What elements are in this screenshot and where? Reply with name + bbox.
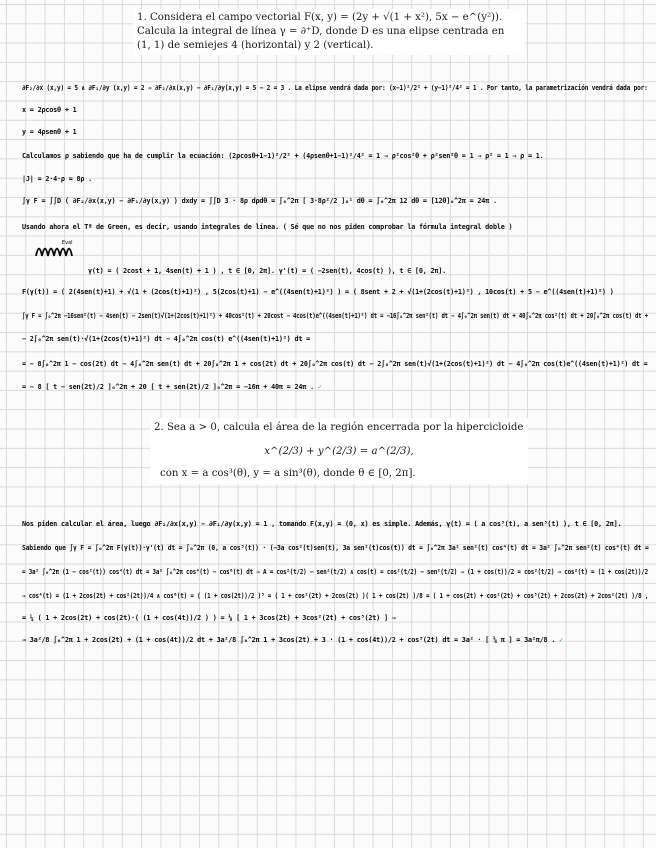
notes1-line-2: y = 4ρsenθ + 1 bbox=[22, 128, 77, 136]
notes1-line-9: ∫γ F = ∫₀^2π −16sen²(t) − 4sen(t) − 2sen(t)√(1+(2cos(t)+1)²) + 40cos²(t) + 20cost − 4cos(t)e^((4sen(t)+1)²) dt = −16∫₀^2π sen²(t) dt − 4∫₀^2π sen(t) dt + 40∫₀^2π cos²(t) dt + 20∫₀^2π cos(t) dt + bbox=[22, 312, 648, 320]
notes1-line-0: ∂F₂/∂x (x,y) = 5 ∧ ∂F₁/∂y (x,y) = 2 ⇒ ∂F₂/∂x(x,y) − ∂F₁/∂y(x,y) = 5 − 2 = 3 . La elipse vendrá dada por: (x−1)²/2² + (y−1)²/4² = 1 . Por tanto, la parametrización vendrá dada por: bbox=[22, 84, 648, 92]
problem-2-equation: x^(2/3) + y^(2/3) = a^(2/3), bbox=[264, 446, 414, 457]
notes1-line-5: ∫γ F = ∫∫D ( ∂F₂/∂x(x,y) − ∂F₁/∂y(x,y) ) dxdy = ∫∫D 3 · 8ρ dρdθ = ∫₀^2π [ 3·8ρ²/2 ]₀¹ dθ = ∫₀^2π 12 dθ = [12θ]₀^2π = 24π . bbox=[22, 197, 497, 205]
notes2-line-1: Sabiendo que ∫γ F = ∫₀^2π F(γ(t))·γ'(t) dt = ∫₀^2π (0, a cos³(t)) · (−3a cos²(t)sen(t), 3a sen²(t)cos(t)) dt = ∫₀^2π 3a² sen²(t) cos⁴(t) dt = 3a² ∫₀^2π sen²(t) cos⁴(t) dt = bbox=[22, 544, 649, 552]
notes1-line-10: − 2∫₀^2π sen(t)·√(1+(2cos(t)+1)²) dt − 4∫₀^2π cos(t) e^((4sen(t)+1)²) dt = bbox=[22, 335, 311, 343]
problem-1-text: 1. Considera el campo vectorial F(x, y) = (2y + √(1 + x²), 5x − e^(y²)). Calcula la integral de línea γ = ∂⁺D, donde D es una elipse centrada en (1, 1) de semiejes 4 (horizontal) y 2 (vertical). bbox=[137, 12, 505, 51]
notes2-line-3: ⇒ cos⁴(t) = (1 + 2cos(2t) + cos²(2t))/4 ∧ cos⁶(t) = ( (1 + cos(2t))/2 )³ = ( 1 + cos²(2t) + 2cos(2t) )( 1 + cos(2t) )/8 = ( 1 + cos(2t) + cos²(2t) + cos³(2t) + 2cos(2t) + 2cos²(2t) )/8 , bbox=[22, 592, 649, 600]
notes2-line-5 bbox=[22, 636, 563, 645]
check-icon: ✓ bbox=[317, 383, 322, 391]
problem-2-statement bbox=[150, 418, 528, 484]
notes1-line-12 bbox=[22, 383, 322, 392]
notes1-line-11: = − 8∫₀^2π 1 − cos(2t) dt − 4∫₀^2π sen(t) dt + 20∫₀^2π 1 + cos(2t) dt + 20∫₀^2π cos(t) dt − 2∫₀^2π sen(t)√(1+(2cos(t)+1)²) dt − 4∫₀^2π cos(t)e^((4sen(t)+1)²) dt = bbox=[22, 360, 648, 368]
notes2-line-2: = 3a² ∫₀^2π (1 − cos²(t)) cos⁴(t) dt = 3a² ∫₀^2π cos⁴(t) − cos⁶(t) dt ⇒ A = cos²(t/2) − sen²(t/2) ∧ cos(t) = cos²(t/2) − sen²(t/2) ⇒ (1 + cos(t))/2 = cos²(t/2) ⇒ cos²(t) = (1 + cos(2t))/2 bbox=[22, 568, 648, 576]
notes1-line-6: Usando ahora el Tª de Green, es decir, usando integrales de línea. ( Sé que no nos piden comprobar la fórmula integral doble ) bbox=[22, 223, 513, 231]
notes1-line-7: γ(t) = ( 2cost + 1, 4sen(t) + 1 ) , t ∈ [0, 2π]. γ'(t) = ( −2sen(t), 4cos(t) ), t ∈ [0, 2π]. bbox=[88, 267, 447, 275]
notes1-line-3: Calculamos ρ sabiendo que ha de cumplir la ecuación: (2ρcosθ+1−1)²/2² + (4ρsenθ+1−1)²/4² = 1 ⇒ ρ²cos²θ + ρ²sen²θ = 1 ⇒ ρ² = 1 ⇒ ρ = 1. bbox=[22, 152, 544, 160]
problem-1-statement bbox=[133, 9, 525, 55]
problem-2-intro: 2. Sea a > 0, calcula el área de la región encerrada por la hipercicloide bbox=[154, 422, 524, 433]
notes2-line-4: = ¼ ( 1 + 2cos(2t) + cos(2t)·( (1 + cos(4t))/2 ) ) = ⅛ [ 1 + 3cos(2t) + 3cos²(2t) + cos³(2t) ] ⇒ bbox=[22, 614, 396, 622]
svg-text:Eval: Eval bbox=[62, 240, 73, 246]
notes2-line-0: Nos piden calcular el área, luego ∂F₂/∂x(x,y) − ∂F₁/∂y(x,y) = 1 , tomando F(x,y) = (0, x) es simple. Además, γ(t) = ( a cos³(t), a sen³(t) ), t ∈ [0, 2π]. bbox=[22, 520, 622, 528]
scribble-icon bbox=[34, 238, 80, 262]
notes1-line-4: |J| = 2·4·ρ = 8ρ . bbox=[22, 175, 93, 183]
notes1-line-12-text: = − 8 [ t − sen(2t)/2 ]₀^2π + 20 [ t + sen(2t)/2 ]₀^2π = −16π + 40π = 24π . bbox=[22, 383, 314, 391]
check-icon: ✓ bbox=[559, 636, 564, 644]
notes1-line-1: x = 2ρcosθ + 1 bbox=[22, 106, 77, 114]
notes2-line-5-text: ⇒ 3a²/8 ∫₀^2π 1 + 2cos(2t) + (1 + cos(4t))/2 dt + 3a²/8 ∫₀^2π 1 + 3cos(2t) + 3 · (1 + cos(4t))/2 + cos³(2t) dt = 3a² · [ ⅛ π ] = 3a²π/8 . bbox=[22, 636, 556, 644]
problem-2-condition: con x = a cos³(θ), y = a sin³(θ), donde θ ∈ [0, 2π]. bbox=[160, 468, 416, 479]
notes1-line-8: F(γ(t)) = ( 2(4sen(t)+1) + √(1 + (2cos(t)+1)²) , 5(2cos(t)+1) − e^((4sen(t)+1)²) ) = ( 8sent + 2 + √(1+(2cos(t)+1)²) , 10cos(t) + 5 − e^((4sen(t)+1)²) ) bbox=[22, 288, 614, 296]
